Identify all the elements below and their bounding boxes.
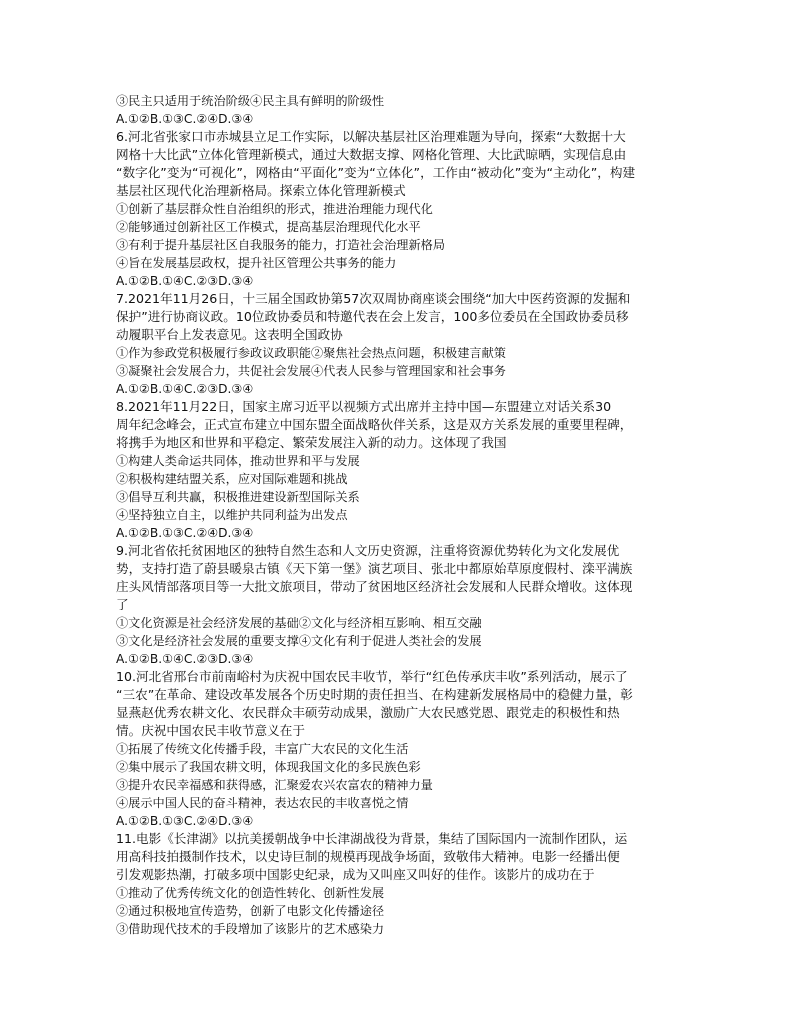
option-line: ②通过积极地宣传造势，创新了电影文化传播途径: [116, 904, 385, 918]
question-stem-line: 将携手为地区和世界和平稳定、繁荣发展注入新的动力。这体现了我国: [116, 435, 507, 450]
option-line: ①作为参政党积极履行参政议政职能②聚焦社会热点问题，积极建言献策: [116, 346, 506, 360]
answer-choices: A.①②B.①④C.②③D.③④: [116, 274, 254, 288]
option-line: ①创新了基层群众性自治组织的形式，推进治理能力现代化: [116, 202, 433, 216]
answer-choices: A.①②B.①④C.②③D.③④: [116, 652, 254, 666]
question-stem-line: 8.2021年11月22日，国家主席习近平以视频方式出席并主持中国—东盟建立对话关系30: [116, 399, 612, 414]
option-line: ②能够通过创新社区工作模式，提高基层治理现代化水平: [116, 220, 421, 234]
question-stem-line: “数字化”变为“可视化”，网格由“平面化”变为“立体化”，工作由“被动化”变为“主动化”，构建: [116, 165, 636, 180]
option-line: ③民主只适用于统治阶级④民主具有鲜明的阶级性: [116, 94, 385, 108]
question-stem-line: 情。庆祝中国农民丰收节意义在于: [116, 723, 305, 738]
question-stem-line: 势，支持打造了蔚县暖泉古镇《天下第一堡》演艺项目、张北中都原始草原度假村、滦平满族: [116, 561, 633, 576]
answer-choices: A.①②B.①③C.②④D.③④: [116, 814, 254, 828]
question-block: [116, 830, 678, 938]
question-stem-line: 9.河北省依托贫困地区的独特自然生态和人文历史资源，注重将资源优势转化为文化发展优: [116, 543, 620, 558]
option-line: ③倡导互利共赢，积极推进建设新型国际关系: [116, 490, 360, 504]
question-stem-line: 11.电影《长津湖》以抗美援朝战争中长津湖战役为背景，集结了国际国内一流制作团队，运: [116, 831, 628, 846]
question-stem-line: 10.河北省邢台市前南峪村为庆祝中国农民丰收节，举行“红色传承庆丰收”系列活动，展示了: [116, 669, 628, 684]
answer-choices: A.①②B.①③C.②④D.③④: [116, 526, 254, 540]
option-line: ③提升农民幸福感和获得感，汇聚爱农兴农富农的精神力量: [116, 778, 433, 792]
question-stem-line: 周年纪念峰会，正式宣布建立中国东盟全面战略伙伴关系，这是双方关系发展的重要里程碑，: [116, 417, 633, 432]
question-stem-line: 基层社区现代化治理新格局。探索立体化管理新模式: [116, 183, 406, 198]
option-line: ②积极构建结盟关系，应对国际难题和挑战: [116, 472, 348, 486]
answer-choices: A.①②B.①③C.②④D.③④: [116, 112, 254, 126]
question-stem-line: 保护”进行协商议政。10位政协委员和特邀代表在会上发言，100多位委员在全国政协委员移: [116, 309, 629, 324]
option-line: ④坚持独立自主，以维护共同利益为出发点: [116, 508, 348, 522]
question-stem-line: 庄头风情部落项目等一大批文旅项目，带动了贫困地区经济社会发展和人民群众增收。这体现: [116, 579, 633, 594]
question-stem-line: 了: [116, 597, 129, 612]
question-stem-line: “三农”在革命、建设改革发展各个历史时期的责任担当、在构建新发展格局中的稳健力量，彰: [116, 687, 633, 702]
option-line: ①推动了优秀传统文化的创造性转化、创新性发展: [116, 886, 385, 900]
option-line: ③文化是经济社会发展的重要支撑④文化有利于促进人类社会的发展: [116, 634, 482, 648]
option-line: ③借助现代技术的手段增加了该影片的艺术感染力: [116, 922, 385, 936]
question-stem-line: 显燕赵优秀农耕文化、农民群众丰硕劳动成果，激励广大农民感党恩、跟党走的积极性和热: [116, 705, 620, 720]
question-block: [116, 290, 678, 398]
option-line: ③凝聚社会发展合力，共促社会发展④代表人民参与管理国家和社会事务: [116, 364, 506, 378]
question-stem-line: 用高科技拍摄制作技术，以史诗巨制的规模再现战争场面，致敬伟大精神。电影一经播出便: [116, 849, 620, 864]
question-stem-line: 引发观影热潮，打破多项中国影史纪录，成为又叫座又叫好的佳作。该影片的成功在于: [116, 867, 595, 882]
option-line: ③有利于提升基层社区自我服务的能力，打造社会治理新格局: [116, 238, 446, 252]
answer-choices: A.①②B.①④C.②③D.③④: [116, 382, 254, 396]
question-stem-line: 网格十大比武”立体化管理新模式，通过大数据支撑、网格化管理、大比武晾晒，实现信息由: [116, 147, 627, 162]
question-stem-line: 动履职平台上发表意见。这表明全国政协: [116, 327, 343, 342]
question-stem-line: 6.河北省张家口市赤城县立足工作实际，以解决基层社区治理难题为导向，探索“大数据十大: [116, 129, 626, 144]
option-line: ①拓展了传统文化传播手段，丰富广大农民的文化生活: [116, 742, 409, 756]
question-block: [116, 542, 678, 668]
option-line: ①构建人类命运共同体，推动世界和平与发展: [116, 454, 360, 468]
question-block: [116, 668, 678, 830]
option-line: ④旨在发展基层政权，提升社区管理公共事务的能力: [116, 256, 397, 270]
question-block: [116, 128, 678, 290]
question-list: [116, 128, 678, 938]
question-block: [116, 398, 678, 542]
exam-page: [116, 92, 678, 938]
option-line: ①文化资源是社会经济发展的基础②文化与经济相互影响、相互交融: [116, 616, 482, 630]
option-line: ④展示中国人民的奋斗精神，表达农民的丰收喜悦之情: [116, 796, 409, 810]
option-line: ②集中展示了我国农耕文明，体现我国文化的多民族色彩: [116, 760, 421, 774]
question-stem-line: 7.2021年11月26日，十三届全国政协第57次双周协商座谈会围绕“加大中医药资源的发掘和: [116, 291, 631, 306]
